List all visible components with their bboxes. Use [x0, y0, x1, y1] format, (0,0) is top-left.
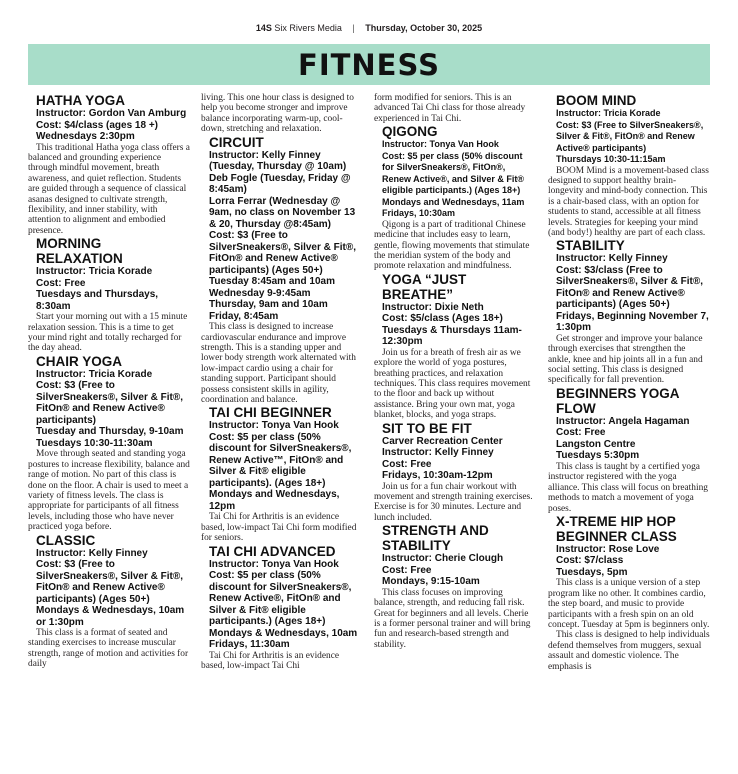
class-description: Tai Chi for Arthritis is an evidence based, low-impact Tai Chi — [201, 650, 340, 671]
column-2 — [201, 93, 363, 671]
class-description: This class is a unique version of a step program like no other. It combines cardio, the step board, and music to provide participants with a fresh spin on an old concept. Tuesday at 5pm is beginners only. — [548, 578, 710, 631]
class-detail: Instructor: Gordon Van Amburg — [36, 108, 187, 119]
column-1 — [28, 93, 190, 670]
class-detail: Friday, 8:45am — [209, 310, 279, 322]
class-title: CHAIR YOGA — [36, 353, 123, 369]
class-detail: Cost: $3 (Free to SilverSneakers®, Silver & Fit®, FitOn® and Renew Active® participants) — [36, 380, 184, 426]
class-listing — [28, 533, 190, 670]
class-listing — [548, 514, 710, 672]
page-number: 14S — [255, 23, 272, 33]
class-title: TAI CHI BEGINNER — [209, 405, 332, 421]
issue-date: Thursday, October 30, 2025 — [365, 23, 483, 33]
class-detail: Tuesdays & Thursdays 11am-12:30pm — [382, 324, 522, 348]
class-listing — [374, 93, 536, 124]
class-description: Move through seated and standing yoga postures to increase flexibility, balance and range of motion. No part of this class is done on the floor. A chair is used to meet a variety of fitness levels. The class is appropriate for participants of all fitness levels, including those who have never practiced yoga before. — [28, 449, 190, 533]
class-detail: Instructor: Tricia Korade — [36, 368, 153, 380]
class-detail: Instructor: Tricia Korade — [556, 108, 661, 118]
class-title: X-TREME HIP HOP BEGINNER CLASS — [556, 513, 677, 544]
class-detail: Cost: $3 (Free to SilverSneakers®, Silver & Fit®, FitOn® and Renew Active® participants) — [556, 119, 704, 153]
class-description: This class focuses on improving balance, strength, and reducing fall risk. Great for beginners and all levels. Cherie is a former personal trainer and will bring fun and research-based strength and stability. — [374, 587, 531, 650]
class-detail: Mondays & Wednesdays, 10am — [209, 627, 358, 639]
class-detail: Instructor: Kelly Finney — [36, 547, 148, 559]
class-listing — [28, 236, 190, 354]
publication-name: Six Rivers Media — [274, 23, 342, 33]
class-detail: Thursday, 9am and 10am — [209, 299, 328, 311]
class-listing — [28, 93, 190, 236]
class-detail: Cost: $3 (Free to SilverSneakers®, Silver & Fit®, FitOn® and Renew Active® participants) (Ages 50+) — [209, 230, 357, 276]
class-description: Qigong is a part of traditional Chinese medicine that includes easy to learn, gentle, flowing movements that stimulate the meridian system of the body and promote relaxation and mindfulness. — [374, 219, 530, 272]
class-detail: Fridays, 10:30am-12pm — [382, 470, 493, 482]
class-listing — [548, 238, 710, 386]
header-separator: | — [352, 23, 355, 33]
class-title: MORNING RELAXATION — [36, 236, 123, 267]
class-title: CIRCUIT — [209, 134, 264, 150]
class-detail: Instructor: Dixie Neth — [382, 301, 484, 313]
class-detail: Instructor: Angela Hagaman — [556, 415, 690, 427]
column-3 — [374, 93, 536, 650]
class-detail: Cost: Free — [556, 427, 606, 439]
class-description: Get stronger and improve your balance through exercises that strengthen the ankle, knee and hip joints all in a fun and social setting. This class is designed specifically for fall prevention. — [548, 333, 703, 386]
class-listing — [28, 354, 190, 533]
class-listing — [374, 523, 536, 650]
class-description: Join us for a fun chair workout with movement and strength training exercises. Exercise is for 30 minutes. Lecture and lunch included. — [374, 481, 533, 523]
class-listing — [374, 124, 536, 272]
class-detail: Cost: $5/class (Ages 18+) — [382, 313, 503, 325]
class-detail: Instructor: Tonya Van Hook — [382, 139, 499, 150]
class-detail: Thursdays 10:30-11:15am — [556, 154, 666, 164]
class-detail: Tuesdays and Thursdays, 8:30am — [36, 289, 159, 312]
class-description: This class is designed to increase cardiovascular endurance and improve strength. This is a standing upper and lower body strength work alternated with low-impact cardio using a chair for standing support. Participant should possess consistent skills in agility, coordination and balance. — [201, 322, 356, 405]
class-description: This class is designed to help individuals defend themselves from muggers, sexual assault and domestic violence. The emphasis is — [548, 630, 710, 672]
class-detail: Cost: $7/class — [556, 555, 624, 567]
class-detail: Carver Recreation Center — [382, 435, 503, 447]
class-detail: Cost: $5 per class (50% discount for SilverSneakers®, FitOn®, Renew Active®, and Silver & Fit® eligible participants.) (Ages 18+) — [382, 150, 524, 196]
class-detail: Instructor: Tonya Van Hook — [209, 420, 339, 432]
class-description: This class is a format of seated and standing exercises to increase muscular strength, range of motion and activities for daily — [28, 628, 189, 670]
class-listing — [548, 386, 710, 514]
class-detail: Wednesdays 2:30pm — [36, 131, 135, 142]
class-description: form modified for seniors. This is an advanced Tai Chi class for those already experienced in Tai Chi. — [374, 93, 526, 124]
class-detail: Cost: $3 (Free to SilverSneakers®, Silver & Fit®, FitOn® and Renew Active® participants) (Ages 50+) — [36, 559, 184, 605]
class-detail: Cost: $5 per class (50% discount for SilverSneakers®, Renew Active®, FitOn® and Silver & Fit® eligible participants.) (Ages 18+) — [209, 570, 352, 628]
class-description: This traditional Hatha yoga class offers a balanced and grounding experience through mindful movement, breath awareness, and quiet reflection. Students are guided through a sequence of classical asanas designed to cultivate strength, flexibility, and inner stability, with attention to alignment and embodied presence. — [28, 142, 190, 236]
class-detail: Mondays, 9:15-10am — [382, 576, 480, 588]
class-title: CLASSIC — [36, 532, 96, 548]
page-header — [0, 22, 738, 34]
class-title: HATHA YOGA — [36, 93, 126, 108]
column-4 — [548, 93, 710, 672]
class-detail: Cost: $3/class (Free to SilverSneakers®, Silver & Fit®, FitOn® and Renew Active® participants) (Ages 50+) — [556, 264, 704, 311]
class-detail: Tuesday 8:45am and 10am — [209, 276, 335, 288]
class-detail: Mondays and Wednesdays, 11am — [382, 196, 525, 207]
class-description: living. This one hour class is designed to help you become stronger and improve balance incorporating warm-up, cool-down, stretching and relaxation. — [201, 93, 354, 135]
class-detail: Tuesdays 10:30-11:30am — [36, 437, 153, 449]
class-detail: Instructor: Kelly Finney (Tuesday, Thursday @ 10am) Deb Fogle (Tuesday, Friday @ 8:45am) — [209, 149, 351, 196]
class-detail: Fridays, 11:30am — [209, 639, 290, 651]
class-detail: Fridays, 10:30am — [382, 208, 456, 219]
class-detail: Cost: Free — [36, 277, 86, 289]
class-title: QIGONG — [382, 124, 438, 140]
section-banner — [28, 44, 710, 85]
class-detail: Mondays & Wednesdays, 10am or 1:30pm — [36, 605, 185, 628]
class-detail: Instructor: Cherie Clough — [382, 553, 504, 565]
class-title: STABILITY — [556, 238, 625, 254]
class-listing — [548, 93, 710, 238]
class-detail: Cost: $5 per class (50% discount for SilverSneakers®, Renew Active™, FitOn® and Silver & Fit® eligible participants). (Ages 18+) — [209, 431, 352, 489]
class-detail: Instructor: Tricia Korade — [36, 266, 153, 278]
class-listing — [201, 405, 363, 543]
class-detail: Fridays, Beginning November 7, 1:30pm — [556, 310, 709, 334]
class-detail: Cost: Free — [382, 458, 432, 470]
class-detail: Cost: $4/class (ages 18 +) — [36, 119, 159, 131]
class-listing — [201, 135, 363, 406]
class-listing — [201, 93, 363, 135]
class-detail: Instructor: Kelly Finney — [382, 447, 494, 459]
class-detail: Cost: Free — [382, 564, 432, 576]
class-listing — [374, 421, 536, 524]
class-detail: Lorra Ferrar (Wednesday @ 9am, no class on November 13 & 20, Thursday @8:45am) — [209, 195, 356, 230]
class-detail: Wednesday 9-9:45am — [209, 287, 311, 299]
class-listing — [201, 544, 363, 672]
class-description: BOOM Mind is a movement-based class designed to support healthy brain-longevity and mind-body connection. This is a chair-based class, with an option for students to stand, accessible at all fitness levels. Strategies for keeping your mind (and body!) healthy are part of each class. — [548, 165, 709, 238]
class-title: TAI CHI ADVANCED — [209, 543, 336, 559]
class-title: BOOM MIND — [556, 93, 637, 108]
class-description: Join us for a breath of fresh air as we explore the world of yoga postures, breathing practices, and relaxation techniques. This class requires movement to the floor and back up without assistance. Bring your own mat, yoga blanket, blocks, and yoga straps. — [374, 347, 531, 421]
class-detail: Instructor: Tonya Van Hook — [209, 558, 339, 570]
class-description: Tai Chi for Arthritis is an evidence based, low-impact Tai Chi form modified for seniors. — [201, 512, 357, 544]
class-detail: Mondays and Wednesdays, 12pm — [209, 489, 340, 512]
section-title: FITNESS — [298, 48, 440, 82]
class-description: Start your morning out with a 15 minute relaxation session. This is a time to get your mind right and totally recharged for the day ahead. — [28, 312, 188, 354]
class-detail: Langston Centre — [556, 438, 636, 450]
class-detail: Tuesdays, 5pm — [556, 566, 628, 578]
class-detail: Tuesday and Thursday, 9-10am — [36, 426, 184, 438]
class-listing — [374, 272, 536, 421]
class-detail: Instructor: Rose Love — [556, 543, 660, 555]
class-title: YOGA “JUST BREATHE” — [382, 271, 467, 302]
class-title: STRENGTH AND STABILITY — [382, 523, 489, 554]
class-detail: Tuesdays 5:30pm — [556, 450, 640, 462]
class-detail: Instructor: Kelly Finney — [556, 253, 668, 265]
class-description: This class is taught by a certified yoga instructor registered with the yoga alliance. This class will focus on breathing methods to match a movement of yoga poses. — [548, 461, 708, 514]
class-title: BEGINNERS YOGA FLOW — [556, 385, 680, 416]
class-title: SIT TO BE FIT — [382, 420, 472, 436]
